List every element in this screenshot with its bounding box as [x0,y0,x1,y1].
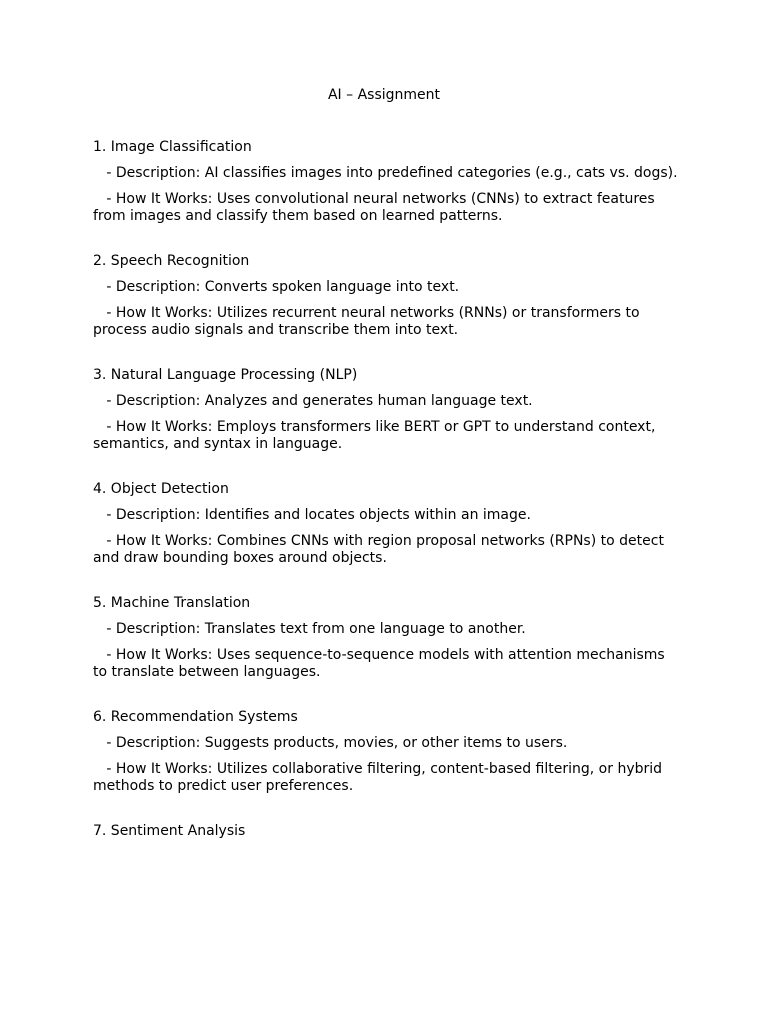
section-description: - Description: Converts spoken language into text. [93,279,460,295]
section-object-detection [93,480,683,567]
section-heading: 2. Speech Recognition [93,253,250,269]
section-heading: 4. Object Detection [93,481,229,497]
section-speech-recognition [93,252,683,339]
section-heading: 6. Recommendation Systems [93,709,298,725]
section-nlp [93,366,683,453]
section-how-it-works: - How It Works: Combines CNNs with region proposal networks (RPNs) to detect and draw bounding boxes around objects. [93,533,669,566]
section-how-it-works: - How It Works: Uses sequence-to-sequence models with attention mechanisms to translate between languages. [93,647,670,680]
section-how-it-works: - How It Works: Employs transformers like BERT or GPT to understand context, semantics, and syntax in language. [93,419,660,452]
document-title: AI – Assignment [327,87,441,103]
section-recommendation-systems [93,708,683,795]
section-heading: 3. Natural Language Processing (NLP) [93,367,358,383]
section-heading: 1. Image Classification [93,139,252,155]
section-how-it-works: - How It Works: Utilizes recurrent neural networks (RNNs) or transformers to process audio signals and transcribe them into text. [93,305,644,338]
section-description: - Description: Translates text from one language to another. [93,621,526,637]
section-how-it-works: - How It Works: Utilizes collaborative filtering, content-based filtering, or hybrid methods to predict user preferences. [93,761,667,794]
document-body [93,138,683,867]
section-description: - Description: Analyzes and generates human language text. [93,393,533,409]
section-description: - Description: Suggests products, movies, or other items to users. [93,735,568,751]
section-description: - Description: AI classifies images into predefined categories (e.g., cats vs. dogs). [93,165,678,181]
section-sentiment-analysis [93,822,683,840]
section-machine-translation [93,594,683,681]
section-heading: 5. Machine Translation [93,595,251,611]
section-description: - Description: Identifies and locates objects within an image. [93,507,531,523]
section-image-classification [93,138,683,225]
section-how-it-works: - How It Works: Uses convolutional neural networks (CNNs) to extract features from images and classify them based on learned patterns. [93,191,660,224]
section-heading: 7. Sentiment Analysis [93,823,246,839]
